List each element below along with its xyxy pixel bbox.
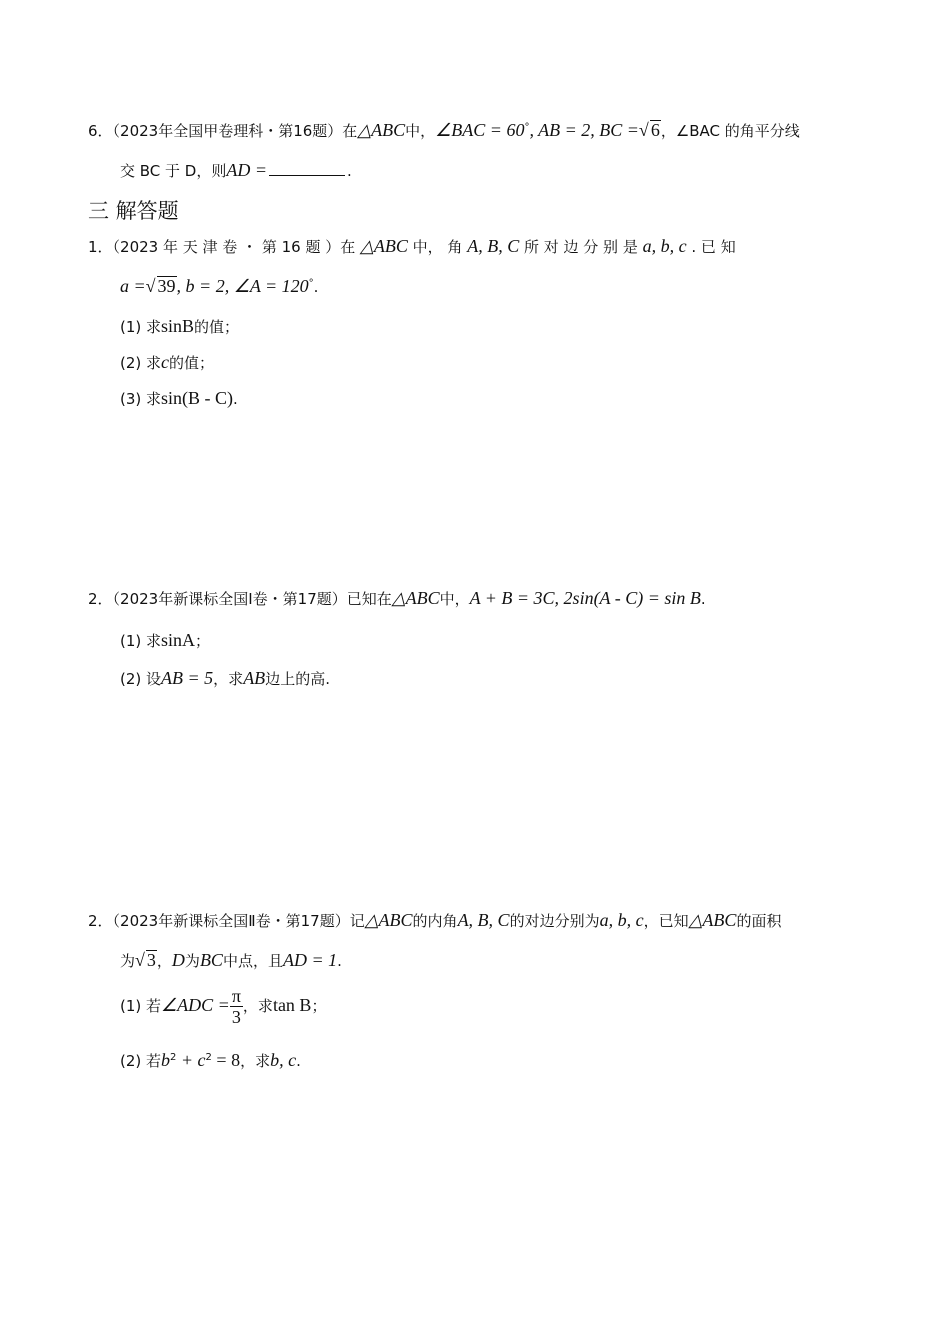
p1-mid: 中， 角 bbox=[412, 238, 463, 256]
p3-sides: a, b, c bbox=[599, 910, 644, 930]
p1-s1-expr: sinB bbox=[161, 316, 195, 336]
p3-s1-mid: ，求 bbox=[242, 997, 273, 1015]
p3-l2-ad: AD = 1 bbox=[282, 950, 338, 970]
p3-s2-label: (2) 若 bbox=[120, 1052, 162, 1070]
p1-angles: A, B, C bbox=[467, 236, 520, 256]
q6-line2-text: 交 BC 于 D，则 bbox=[120, 162, 227, 180]
p2-s1-tail: ； bbox=[195, 632, 211, 650]
p3-number: 2． bbox=[88, 912, 113, 930]
p3-s1-expr: tan B bbox=[272, 995, 312, 1015]
p2-number: 2． bbox=[88, 590, 113, 608]
p1-s3-expr: sin(B - C) bbox=[161, 388, 234, 408]
p3-s2-sq2: 2 bbox=[205, 1052, 212, 1063]
p1-a-eq: a = bbox=[120, 276, 146, 296]
p3-l2-bc: BC bbox=[199, 950, 223, 970]
p3-l2-d: D bbox=[171, 950, 185, 970]
p3-line1 bbox=[88, 910, 781, 931]
p1-triangle: △ABC bbox=[360, 236, 408, 256]
p1-number: 1． bbox=[88, 238, 113, 256]
sqrt-symbol: √ bbox=[638, 120, 649, 140]
q6-number: 6． bbox=[88, 122, 113, 140]
p2-source: （2023年新课标全国Ⅰ卷・第17题）已知在 bbox=[112, 590, 392, 608]
p1-line1 bbox=[88, 236, 736, 257]
q6-ad: AD = bbox=[226, 160, 267, 180]
p2-cond: A + B = 3C, 2sin(A - C) = sin B bbox=[469, 588, 701, 608]
p1-tail: . 已 知 bbox=[691, 238, 736, 256]
p1-s2-label: (2) 求 bbox=[120, 354, 162, 372]
p1-sqrt39: 39 bbox=[157, 276, 176, 296]
p2-s2-tail: 边上的高. bbox=[265, 670, 330, 688]
p2-line1 bbox=[88, 588, 706, 609]
q6-line2 bbox=[120, 160, 352, 181]
section-heading: 三 解答题 bbox=[88, 199, 179, 223]
p3-l2-a: 为 bbox=[120, 952, 136, 970]
p3-s2-eq: = 8 bbox=[211, 1050, 241, 1070]
p2-sub1 bbox=[120, 630, 210, 651]
p1-s1-label: (1) 求 bbox=[120, 318, 162, 336]
p2-s2-expr2: AB bbox=[243, 668, 266, 688]
p1-s1-tail: 的值； bbox=[194, 318, 240, 336]
p2-end: . bbox=[700, 590, 706, 608]
p2-mid: 中， bbox=[439, 590, 470, 608]
p2-triangle: △ABC bbox=[391, 588, 440, 608]
p1-mid2: 所 对 边 分 别 是 bbox=[523, 238, 638, 256]
p3-angles: A, B, C bbox=[457, 910, 510, 930]
pi-over-3-fraction bbox=[230, 986, 243, 1027]
p2-s2-label: (2) 设 bbox=[120, 670, 162, 688]
p3-s1-tail: ； bbox=[311, 997, 327, 1015]
p3-s2-b: b bbox=[161, 1050, 171, 1070]
p2-sub2 bbox=[120, 668, 330, 689]
p3-l2-b: ， bbox=[156, 952, 172, 970]
p3-s2-tail: . bbox=[296, 1052, 301, 1070]
q6-degree: ° bbox=[524, 122, 530, 133]
q6-line1 bbox=[88, 120, 800, 141]
q6-mid: 中， bbox=[405, 122, 436, 140]
q6-angle-cond: ∠BAC = 60 bbox=[435, 120, 525, 140]
p1-s2-tail: 的值； bbox=[169, 354, 215, 372]
p3-l2-c: 为 bbox=[184, 952, 200, 970]
p3-s1-angle: ∠ADC = bbox=[161, 995, 230, 1015]
p1-s3-label: (3) 求 bbox=[120, 390, 162, 408]
p1-sub2 bbox=[120, 352, 214, 373]
p3-l2-e: 中点，且 bbox=[222, 952, 283, 970]
p3-s1-label: (1) 若 bbox=[120, 997, 162, 1015]
p1-l2-end: . bbox=[313, 278, 319, 296]
p1-sides: a, b, c bbox=[642, 236, 687, 256]
p3-mid3: ，已知 bbox=[643, 912, 689, 930]
p3-sqrt3: 3 bbox=[146, 950, 156, 970]
p2-s2-mid: ，求 bbox=[213, 670, 244, 688]
p3-mid2: 的对边分别为 bbox=[509, 912, 600, 930]
p2-s1-expr: sinA bbox=[161, 630, 196, 650]
fraction-denominator: 3 bbox=[231, 1007, 241, 1027]
p3-s2-expr: b, c bbox=[270, 1050, 297, 1070]
p1-cond: , b = 2, ∠A = 120 bbox=[176, 276, 309, 296]
p1-s2-expr: c bbox=[161, 352, 170, 372]
p3-line2 bbox=[120, 950, 342, 971]
q6-side-cond: , AB = 2, BC = bbox=[529, 120, 639, 140]
q6-triangle: △ABC bbox=[357, 120, 406, 140]
q6-source: （2023年全国甲卷理科・第16题）在 bbox=[112, 122, 358, 140]
answer-blank[interactable] bbox=[269, 161, 345, 176]
p3-s2-plus: + c bbox=[176, 1050, 206, 1070]
p3-source: （2023年新课标全国Ⅱ卷・第17题）记 bbox=[112, 912, 365, 930]
p3-triangle2: △ABC bbox=[688, 910, 737, 930]
p1-sub1 bbox=[120, 316, 239, 337]
q6-tail: ，∠BAC 的角平分线 bbox=[660, 122, 800, 140]
sqrt-symbol: √ bbox=[145, 276, 156, 296]
p3-l2-end: . bbox=[337, 952, 342, 970]
p3-sub1 bbox=[120, 986, 326, 1027]
p2-s2-expr: AB = 5 bbox=[161, 668, 214, 688]
p1-s3-tail: . bbox=[233, 390, 238, 408]
p1-source: （2023 年 天 津 卷 ・ 第 16 题 ）在 bbox=[112, 238, 356, 256]
p3-s2-mid: ，求 bbox=[240, 1052, 271, 1070]
q6-sqrt6: 6 bbox=[650, 120, 660, 140]
p1-degree: ° bbox=[308, 278, 314, 289]
p1-sub3 bbox=[120, 388, 238, 409]
p3-sub2 bbox=[120, 1050, 301, 1071]
p3-mid: 的内角 bbox=[412, 912, 458, 930]
p3-s2-sq: 2 bbox=[170, 1052, 177, 1063]
p3-tail: 的面积 bbox=[736, 912, 782, 930]
sqrt-symbol: √ bbox=[135, 950, 145, 970]
p1-line2 bbox=[120, 276, 318, 297]
q6-period: . bbox=[347, 162, 352, 180]
p2-s1-label: (1) 求 bbox=[120, 632, 162, 650]
fraction-numerator: π bbox=[231, 986, 241, 1006]
p3-triangle: △ABC bbox=[364, 910, 413, 930]
